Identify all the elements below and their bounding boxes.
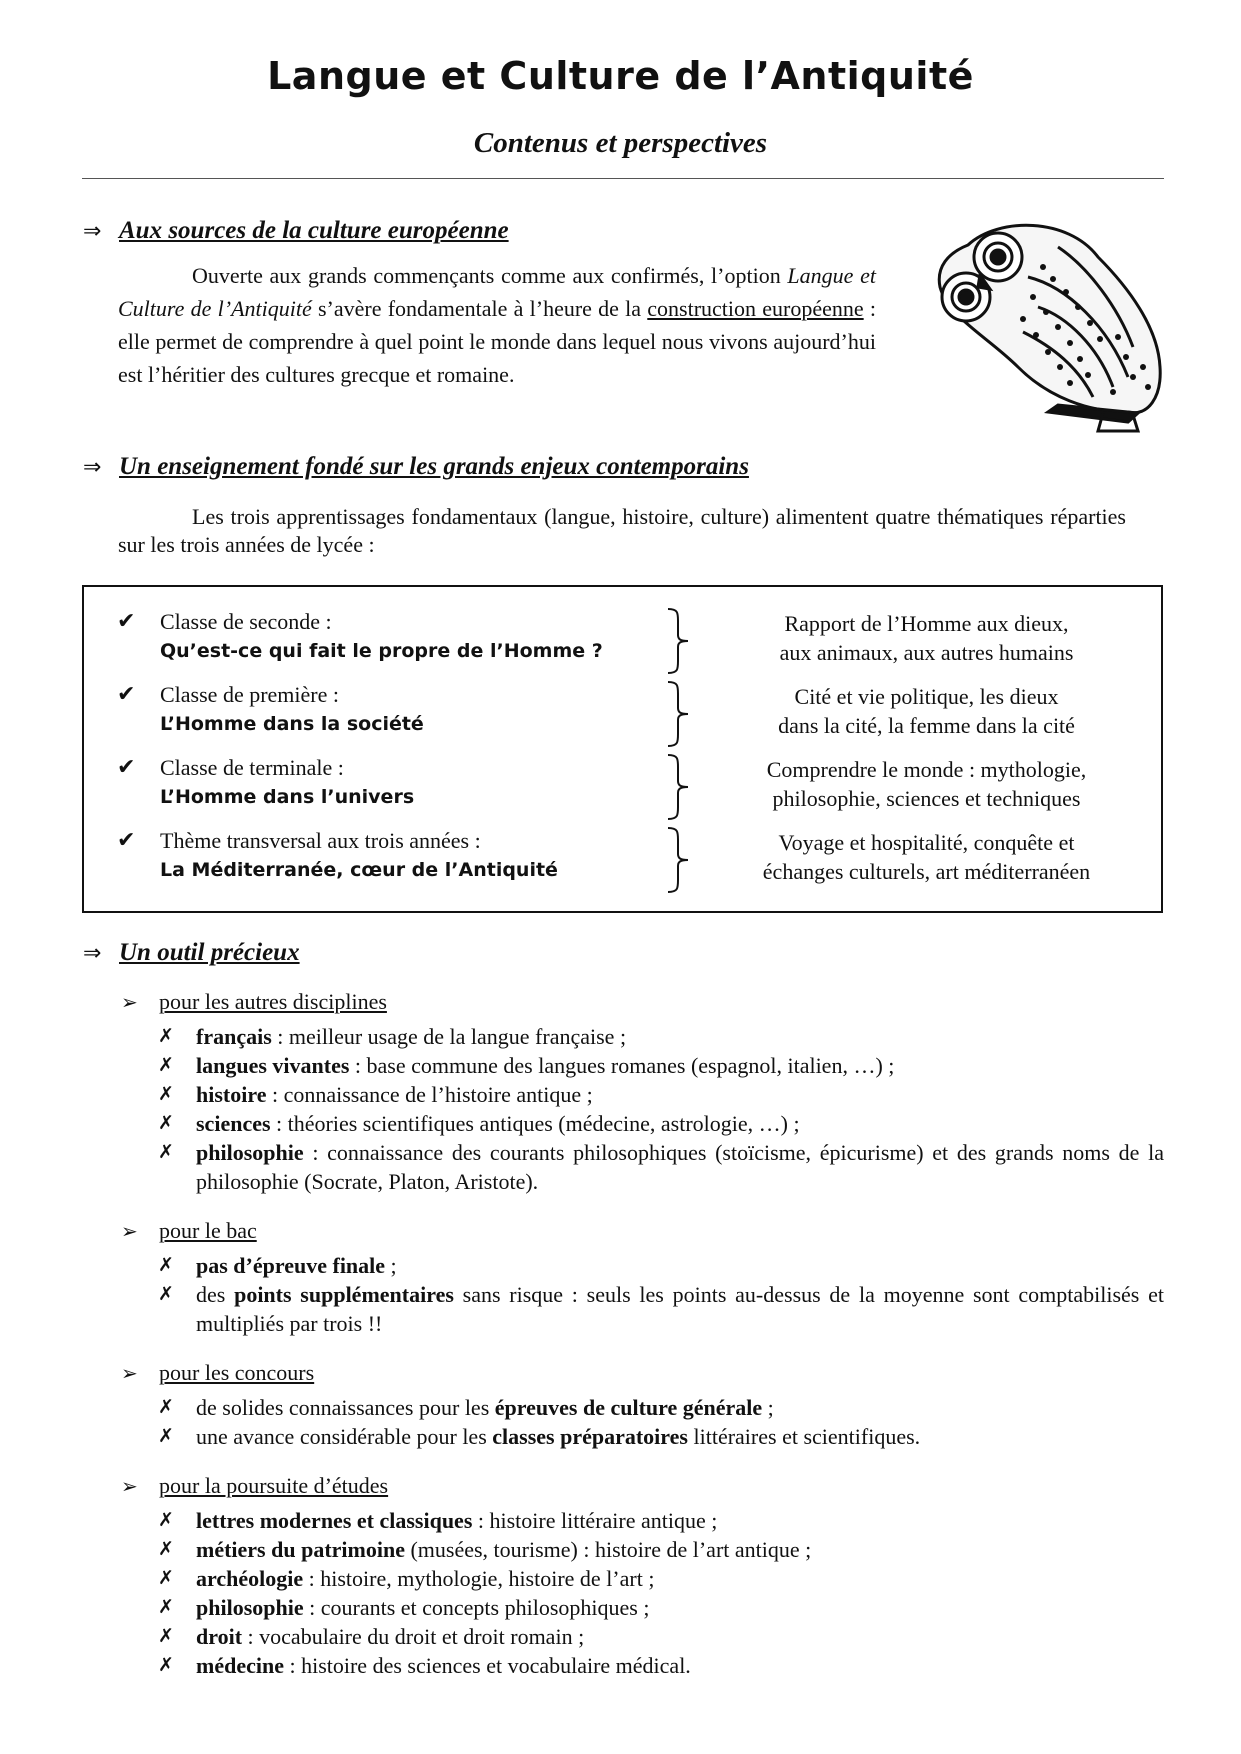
owl-icon xyxy=(928,217,1170,433)
cross-bullet-icon: ✗ xyxy=(158,1596,174,1618)
list-item: ✗ archéologie : histoire, mythologie, histoire de l’art ; xyxy=(158,1566,655,1591)
section-heading-text: Un outil précieux xyxy=(119,939,300,966)
triangle-bullet-icon: ➢ xyxy=(121,1474,138,1498)
check-icon: ✔ xyxy=(117,682,136,707)
subsection-etudes: ➢ pour la poursuite d’études xyxy=(121,1473,389,1498)
check-icon: ✔ xyxy=(117,828,136,853)
list-item: ✗ philosophie : connaissance des courants philosophiques (stoïcisme, épicurisme) et des grands noms de la philosophie (Socrate, Platon, Aristote). xyxy=(158,1140,1164,1194)
thematique-row xyxy=(84,607,1161,679)
list-item: ✗ droit : vocabulaire du droit et droit romain ; xyxy=(158,1624,585,1649)
cross-bullet-icon: ✗ xyxy=(158,1112,174,1134)
list-item: ✗ français : meilleur usage de la langue française ; xyxy=(158,1024,627,1049)
list-item: ✗ métiers du patrimoine (musées, tourisme) : histoire de l’art antique ; xyxy=(158,1537,812,1562)
title-divider xyxy=(82,178,1164,179)
double-arrow-icon: ⇒ xyxy=(83,455,102,480)
section-heading-text: Aux sources de la culture européenne xyxy=(119,217,509,244)
cross-bullet-icon: ✗ xyxy=(158,1425,174,1447)
list-item: ✗ histoire : connaissance de l’histoire antique ; xyxy=(158,1082,593,1107)
list-item: ✗ lettres modernes et classiques : histoire littéraire antique ; xyxy=(158,1508,718,1533)
triangle-bullet-icon: ➢ xyxy=(121,1219,138,1243)
double-arrow-icon: ⇒ xyxy=(83,219,102,244)
cross-bullet-icon: ✗ xyxy=(158,1538,174,1560)
cross-bullet-icon: ✗ xyxy=(158,1054,174,1076)
list-item: ✗ philosophie : courants et concepts philosophiques ; xyxy=(158,1595,650,1620)
list-item: ✗ de solides connaissances pour les épreuves de culture générale ; xyxy=(158,1395,774,1420)
list-item: ✗ médecine : histoire des sciences et vocabulaire médical. xyxy=(158,1653,691,1678)
thematiques-box xyxy=(82,585,1163,913)
cross-bullet-icon: ✗ xyxy=(158,1083,174,1105)
class-label: Classe de seconde : xyxy=(160,609,332,634)
theme-description: Comprendre le monde : mythologie, philosophie, sciences et techniques xyxy=(766,757,1087,811)
cross-bullet-icon: ✗ xyxy=(158,1625,174,1647)
thematique-row xyxy=(84,826,1161,898)
triangle-bullet-icon: ➢ xyxy=(121,1361,138,1385)
theme-title: L’Homme dans l’univers xyxy=(160,786,415,808)
class-label: Thème transversal aux trois années : xyxy=(160,828,481,853)
cross-bullet-icon: ✗ xyxy=(158,1025,174,1047)
class-label: Classe de terminale : xyxy=(160,755,344,780)
theme-description: Voyage et hospitalité, conquête et échanges culturels, art méditerranéen xyxy=(762,830,1091,884)
class-label: Classe de première : xyxy=(160,682,339,707)
cross-bullet-icon: ✗ xyxy=(158,1283,174,1305)
cross-bullet-icon: ✗ xyxy=(158,1141,174,1163)
page-subtitle: Contenus et perspectives xyxy=(473,127,768,159)
brace-icon xyxy=(664,753,694,821)
construction-europeenne: construction européenne xyxy=(647,296,864,321)
brace-icon xyxy=(664,680,694,748)
list-item: ✗ une avance considérable pour les classes préparatoires littéraires et scientifiques. xyxy=(158,1424,921,1449)
list-item: ✗ pas d’épreuve finale ; xyxy=(158,1253,397,1278)
list-item: ✗ langues vivantes : base commune des langues romanes (espagnol, italien, …) ; xyxy=(158,1053,895,1078)
theme-title: Qu’est-ce qui fait le propre de l’Homme ? xyxy=(160,640,603,662)
double-arrow-icon: ⇒ xyxy=(83,941,102,966)
theme-title: L’Homme dans la société xyxy=(160,713,424,735)
cross-bullet-icon: ✗ xyxy=(158,1254,174,1276)
cross-bullet-icon: ✗ xyxy=(158,1396,174,1418)
brace-icon xyxy=(664,607,694,675)
option-name: Langue et Culture de l’Antiquité xyxy=(118,263,876,321)
section-heading-outil xyxy=(83,939,300,967)
subsection-disciplines: ➢ pour les autres disciplines xyxy=(121,989,387,1014)
thematiques-paragraph: Les trois apprentissages fondamentaux (langue, histoire, culture) alimentent quatre thématiques réparties sur les trois années de lycée : xyxy=(118,504,1126,557)
triangle-bullet-icon: ➢ xyxy=(121,990,138,1014)
intro-paragraph: Ouverte aux grands commençants comme aux confirmés, l’option Langue et Culture de l’Antiquité s’avère fondamentale à l’heure de la construction européenne : elle permet de comprendre à quel point le monde dans lequel nous vivons aujourd’hui est l’héritier des cultures grecque et romaine. xyxy=(118,263,876,387)
subsection-concours: ➢ pour les concours xyxy=(121,1360,315,1385)
check-icon: ✔ xyxy=(117,609,136,634)
list-item: ✗ sciences : théories scientifiques antiques (médecine, astrologie, …) ; xyxy=(158,1111,800,1136)
section-heading-text: Un enseignement fondé sur les grands enjeux contemporains xyxy=(119,453,749,480)
section-heading-enseignement xyxy=(83,453,749,481)
theme-description: Cité et vie politique, les dieux dans la cité, la femme dans la cité xyxy=(778,684,1075,738)
page-title: Langue et Culture de l’Antiquité xyxy=(267,54,974,98)
section-heading-sources xyxy=(83,217,509,245)
thematique-row xyxy=(84,680,1161,752)
list-item: ✗ des points supplémentaires sans risque : seuls les points au-dessus de la moyenne sont comptabilisés et multipliés par trois !! xyxy=(158,1282,1164,1336)
theme-description: Rapport de l’Homme aux dieux, aux animaux, aux autres humains xyxy=(779,611,1074,665)
thematique-row xyxy=(84,753,1161,825)
theme-title: La Méditerranée, cœur de l’Antiquité xyxy=(160,859,558,881)
check-icon: ✔ xyxy=(117,755,136,780)
cross-bullet-icon: ✗ xyxy=(158,1654,174,1676)
brace-icon xyxy=(664,826,694,894)
cross-bullet-icon: ✗ xyxy=(158,1567,174,1589)
subsection-bac: ➢ pour le bac xyxy=(121,1218,257,1243)
cross-bullet-icon: ✗ xyxy=(158,1509,174,1531)
